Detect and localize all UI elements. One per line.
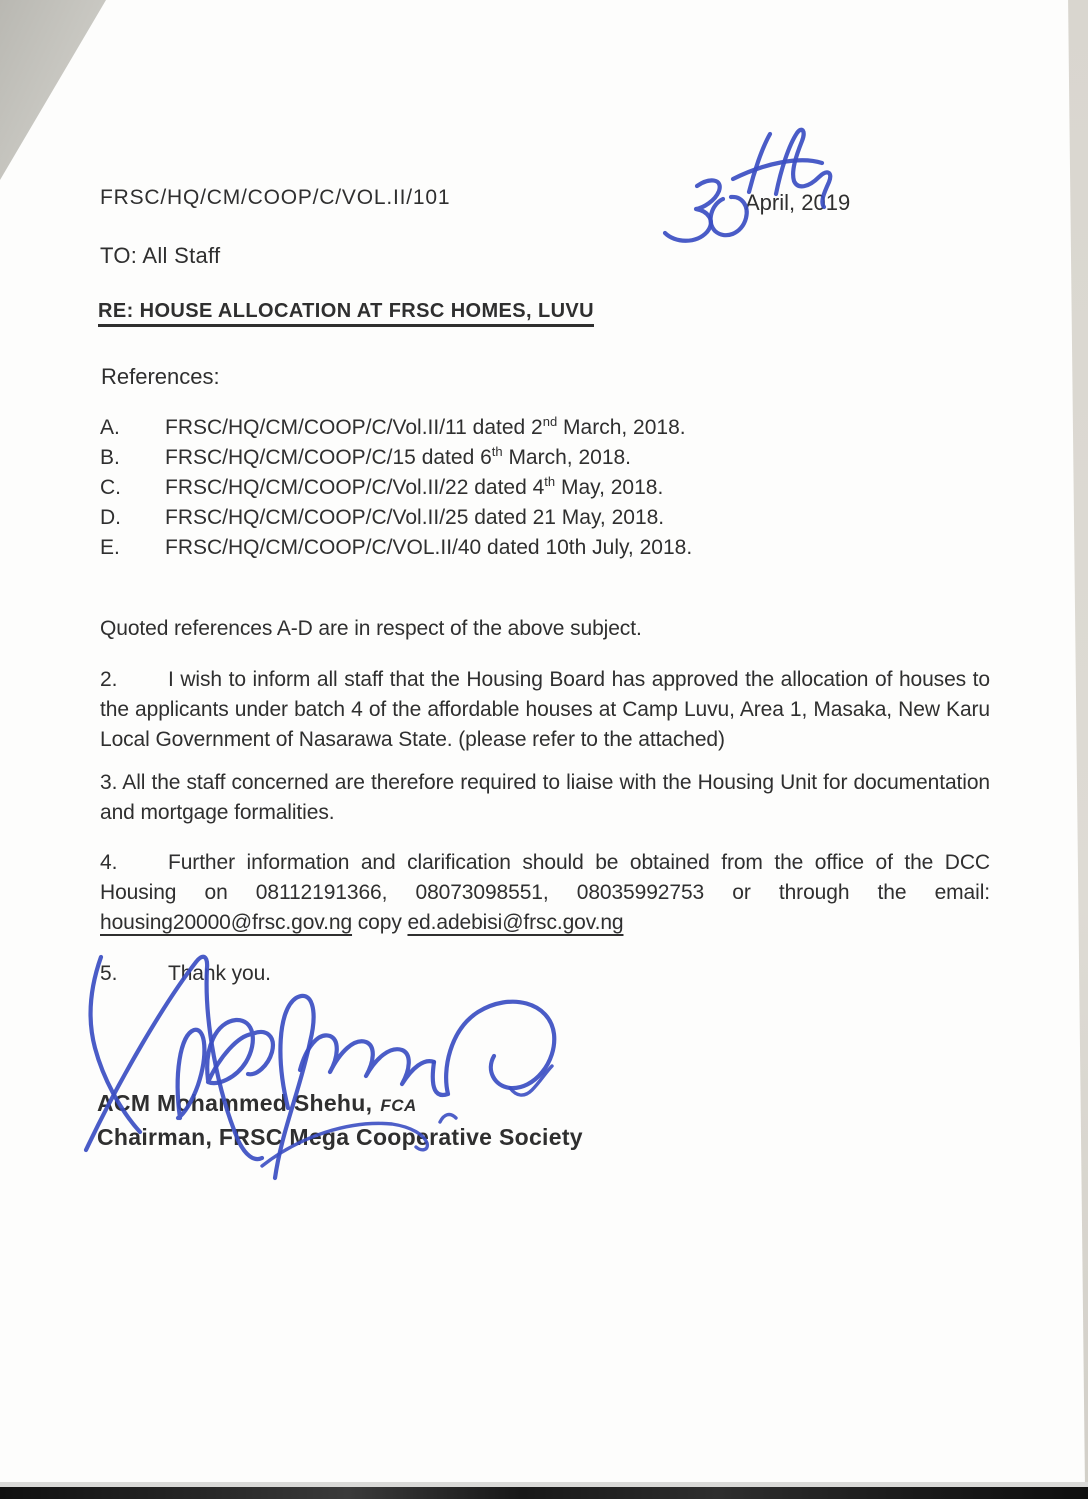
signatory-title: Chairman, FRSC Mega Cooperative Society bbox=[97, 1124, 583, 1150]
references-list bbox=[100, 413, 980, 563]
paragraph-number: 5. bbox=[100, 962, 118, 985]
paragraph-3: 3. All the staff concerned are therefore required to liaise with the Housing Unit for documentation and mortgage formalities. bbox=[100, 771, 990, 824]
reference-item bbox=[100, 503, 980, 533]
paragraph-quoted-references: Quoted references A-D are in respect of the above subject. bbox=[100, 617, 642, 640]
reference-item bbox=[100, 533, 980, 563]
scan-bottom-dark-bar bbox=[0, 1487, 1088, 1499]
reference-label: E. bbox=[100, 536, 120, 559]
handwritten-date-day bbox=[668, 128, 851, 248]
reference-item bbox=[100, 413, 980, 443]
letter-subject-line: RE: HOUSE ALLOCATION AT FRSC HOMES, LUVU bbox=[98, 300, 594, 322]
paragraph-4 bbox=[100, 848, 990, 938]
reference-label: D. bbox=[100, 506, 121, 529]
signatory-credential: FCA bbox=[380, 1096, 417, 1115]
paragraph-5 bbox=[100, 959, 700, 989]
references-heading: References: bbox=[101, 364, 220, 389]
letter-date-printed: April, 2019 bbox=[745, 190, 851, 215]
signatory-name: ACM Mohammed Shehu, FCA bbox=[97, 1090, 417, 1116]
letter-reference-number: FRSC/HQ/CM/COOP/C/VOL.II/101 bbox=[100, 186, 451, 209]
paragraph-number: 2. bbox=[100, 668, 118, 691]
scan-right-edge-artifact bbox=[1064, 0, 1088, 1499]
paragraph-text: I wish to inform all staff that the Housing Board has approved the allocation of houses to the applicants under batch 4 of the affordable houses at Camp Luvu, Area 1, Masaka, New Karu Local Government of Nasarawa State. (please refer to the attached) bbox=[100, 668, 990, 751]
paragraph-text: Further information and clarification should be obtained from the office of the DCC Housing on 08112191366, 08073098551, 08035992753 or through the email: bbox=[100, 851, 990, 904]
scan-corner-artifact bbox=[0, 0, 106, 180]
reference-item bbox=[100, 473, 980, 503]
reference-item bbox=[100, 443, 980, 473]
reference-text: FRSC/HQ/CM/COOP/C/Vol.II/25 dated 21 May, 2018. bbox=[165, 506, 665, 529]
reference-text: FRSC/HQ/CM/COOP/C/15 dated 6th March, 2018. bbox=[165, 444, 632, 469]
letter-recipient-line: TO: All Staff bbox=[100, 243, 221, 268]
reference-text: FRSC/HQ/CM/COOP/C/VOL.II/40 dated 10th July, 2018. bbox=[165, 536, 693, 559]
reference-text: FRSC/HQ/CM/COOP/C/Vol.II/11 dated 2nd March, 2018. bbox=[165, 414, 686, 439]
contact-email-primary: housing20000@frsc.gov.ng bbox=[100, 911, 353, 934]
paragraph-text: Thank you. bbox=[168, 962, 271, 985]
reference-label: C. bbox=[100, 476, 121, 499]
reference-text: FRSC/HQ/CM/COOP/C/Vol.II/22 dated 4th May, 2018. bbox=[165, 474, 664, 499]
paragraph-number: 4. bbox=[100, 851, 118, 874]
reference-label: B. bbox=[100, 446, 120, 469]
reference-label: A. bbox=[100, 416, 120, 439]
paragraph-text: copy bbox=[352, 911, 408, 934]
contact-email-copy: ed.adebisi@frsc.gov.ng bbox=[407, 911, 624, 934]
paragraph-2 bbox=[100, 665, 990, 755]
